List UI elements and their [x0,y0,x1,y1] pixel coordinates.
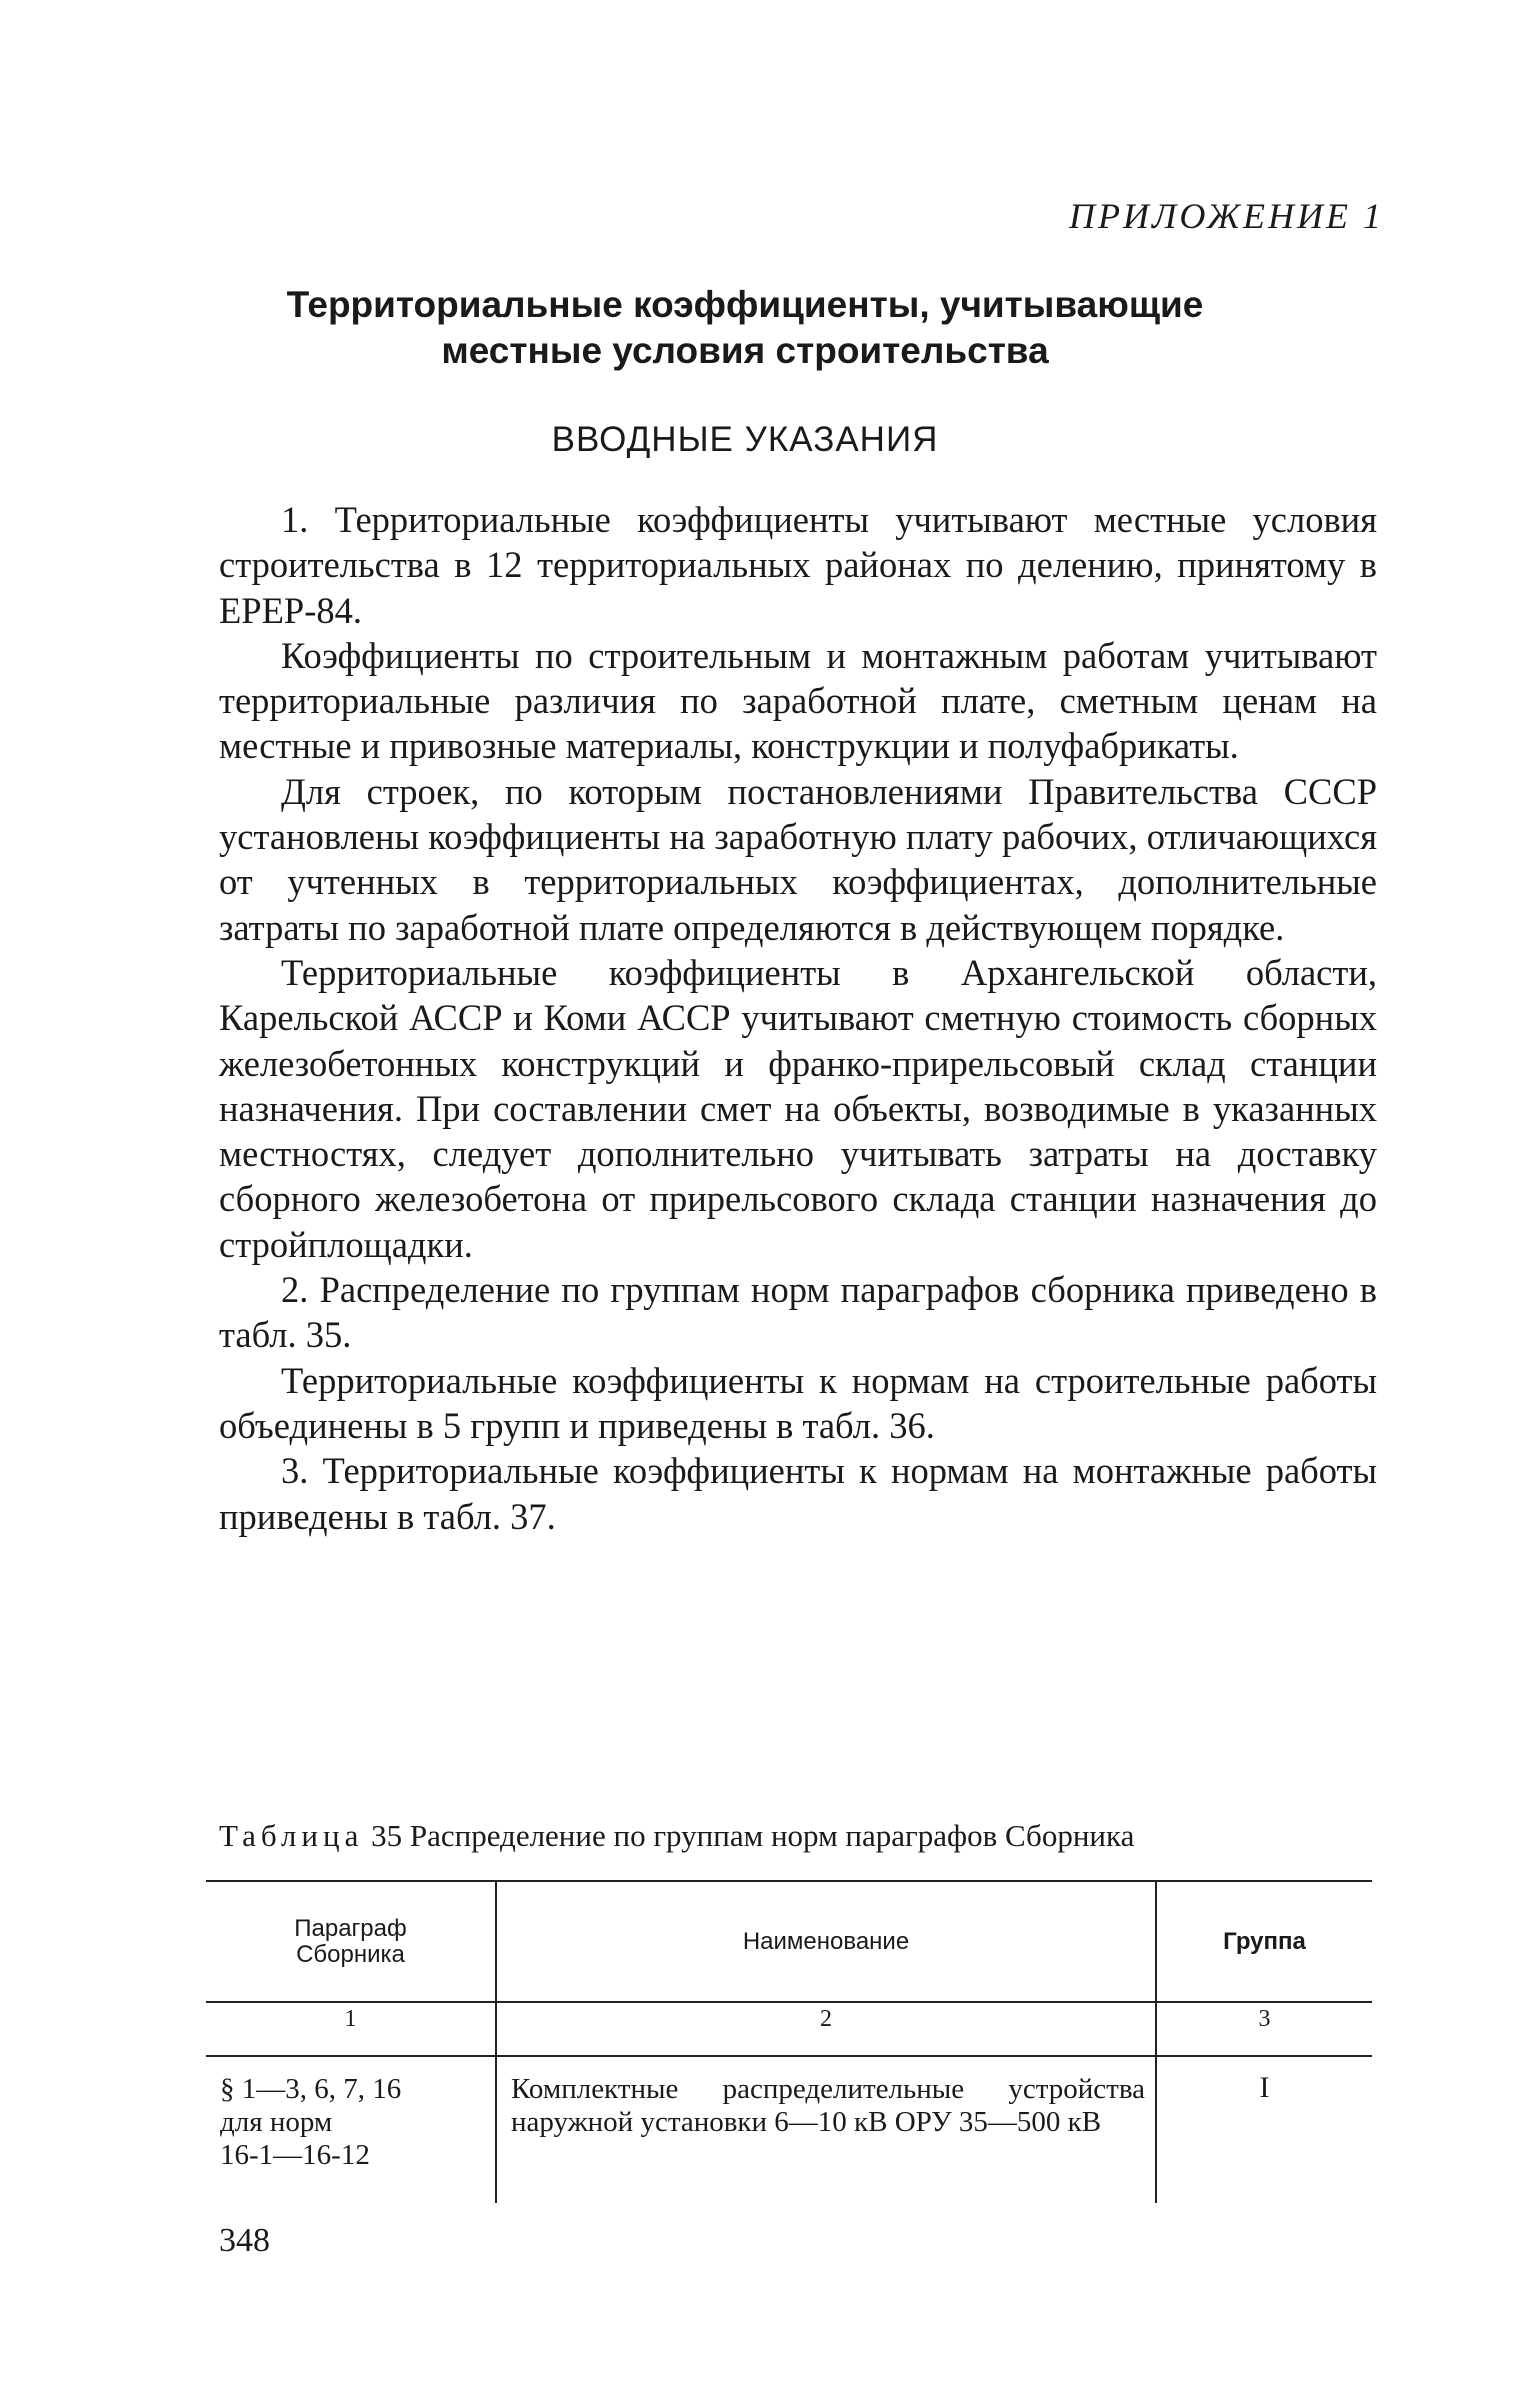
table-caption-number: 35 [371,1818,403,1853]
table-header-row [206,1881,1372,2002]
paragraph: Для строек, по которым постановлениями Правительства СССР установлены коэффициенты на заработную плату рабочих, отличающихся от учтенных в территориальных коэффициентах, дополнительные затраты по заработной плате определяются в действующем порядке. [219,770,1377,948]
column-number: 3 [1156,2002,1372,2056]
paragraph: Территориальные коэффициенты в Архангельской области, Карельской АССР и Коми АССР учитывают сметную стоимость сборных железобетонных конструкций и франко-прирельсовый склад станции назначения. При составлении смет на объекты, возводимые в указанных местностях, следует дополнительно учитывать затраты на доставку сборного железобетона от прирельсового склада станции назначения до стройплощадки. [219,951,1377,1265]
paragraph: 1. Территориальные коэффициенты учитывают местные условия строительства в 12 территориальных районах по делению, принятому в ЕРЕР-84. [219,499,1377,631]
paragraph: 3. Территориальные коэффициенты к нормам на монтажные работы приведены в табл. 37. [219,1450,1377,1537]
header-paragraph-line-2: Сборника [296,1940,405,1968]
title-line-1: Территориальные коэффициенты, учитывающие [286,284,1204,325]
body-text [219,497,1377,1539]
header-paragraph [206,1881,496,2002]
cell-name: Комплектные распределительные устройства наружной установки 6—10 кВ ОРУ 35—500 кВ [496,2056,1156,2203]
table-row [206,2056,1372,2203]
cell-paragraph-line-2: для норм [220,2106,333,2138]
appendix-label: ПРИЛОЖЕНИЕ 1 [1069,196,1384,236]
table-caption-label: Таблица [219,1818,364,1853]
header-paragraph-line-1: Параграф [294,1914,407,1942]
page-number: 348 [219,2222,270,2259]
document-title [200,282,1290,374]
header-name: Наименование [496,1881,1156,2002]
cell-group: I [1156,2056,1372,2203]
paragraph: Коэффициенты по строительным и монтажным работам учитывают территориальные различия по заработной плате, сметным ценам на местные и привозные материалы, конструкции и полуфабрикаты. [219,634,1377,767]
table-caption [219,1818,1134,1854]
column-number: 2 [496,2002,1156,2056]
distribution-table [206,1880,1372,2203]
section-heading: ВВОДНЫЕ УКАЗАНИЯ [551,420,939,459]
header-group: Группа [1156,1881,1372,2002]
title-line-2: местные условия строительства [441,330,1049,371]
table-caption-text: Распределение по группам норм параграфов Сборника [409,1818,1135,1853]
column-number: 1 [206,2002,496,2056]
cell-paragraph [206,2056,496,2203]
paragraph: Территориальные коэффициенты к нормам на строительные работы объединены в 5 групп и приведены в табл. 36. [219,1359,1377,1446]
cell-paragraph-line-3: 16-1—16-12 [220,2139,370,2171]
paragraph: 2. Распределение по группам норм параграфов сборника приведено в табл. 35. [219,1269,1377,1356]
cell-paragraph-line-1: § 1—3, 6, 7, 16 [220,2073,402,2105]
column-number-row [206,2002,1372,2056]
